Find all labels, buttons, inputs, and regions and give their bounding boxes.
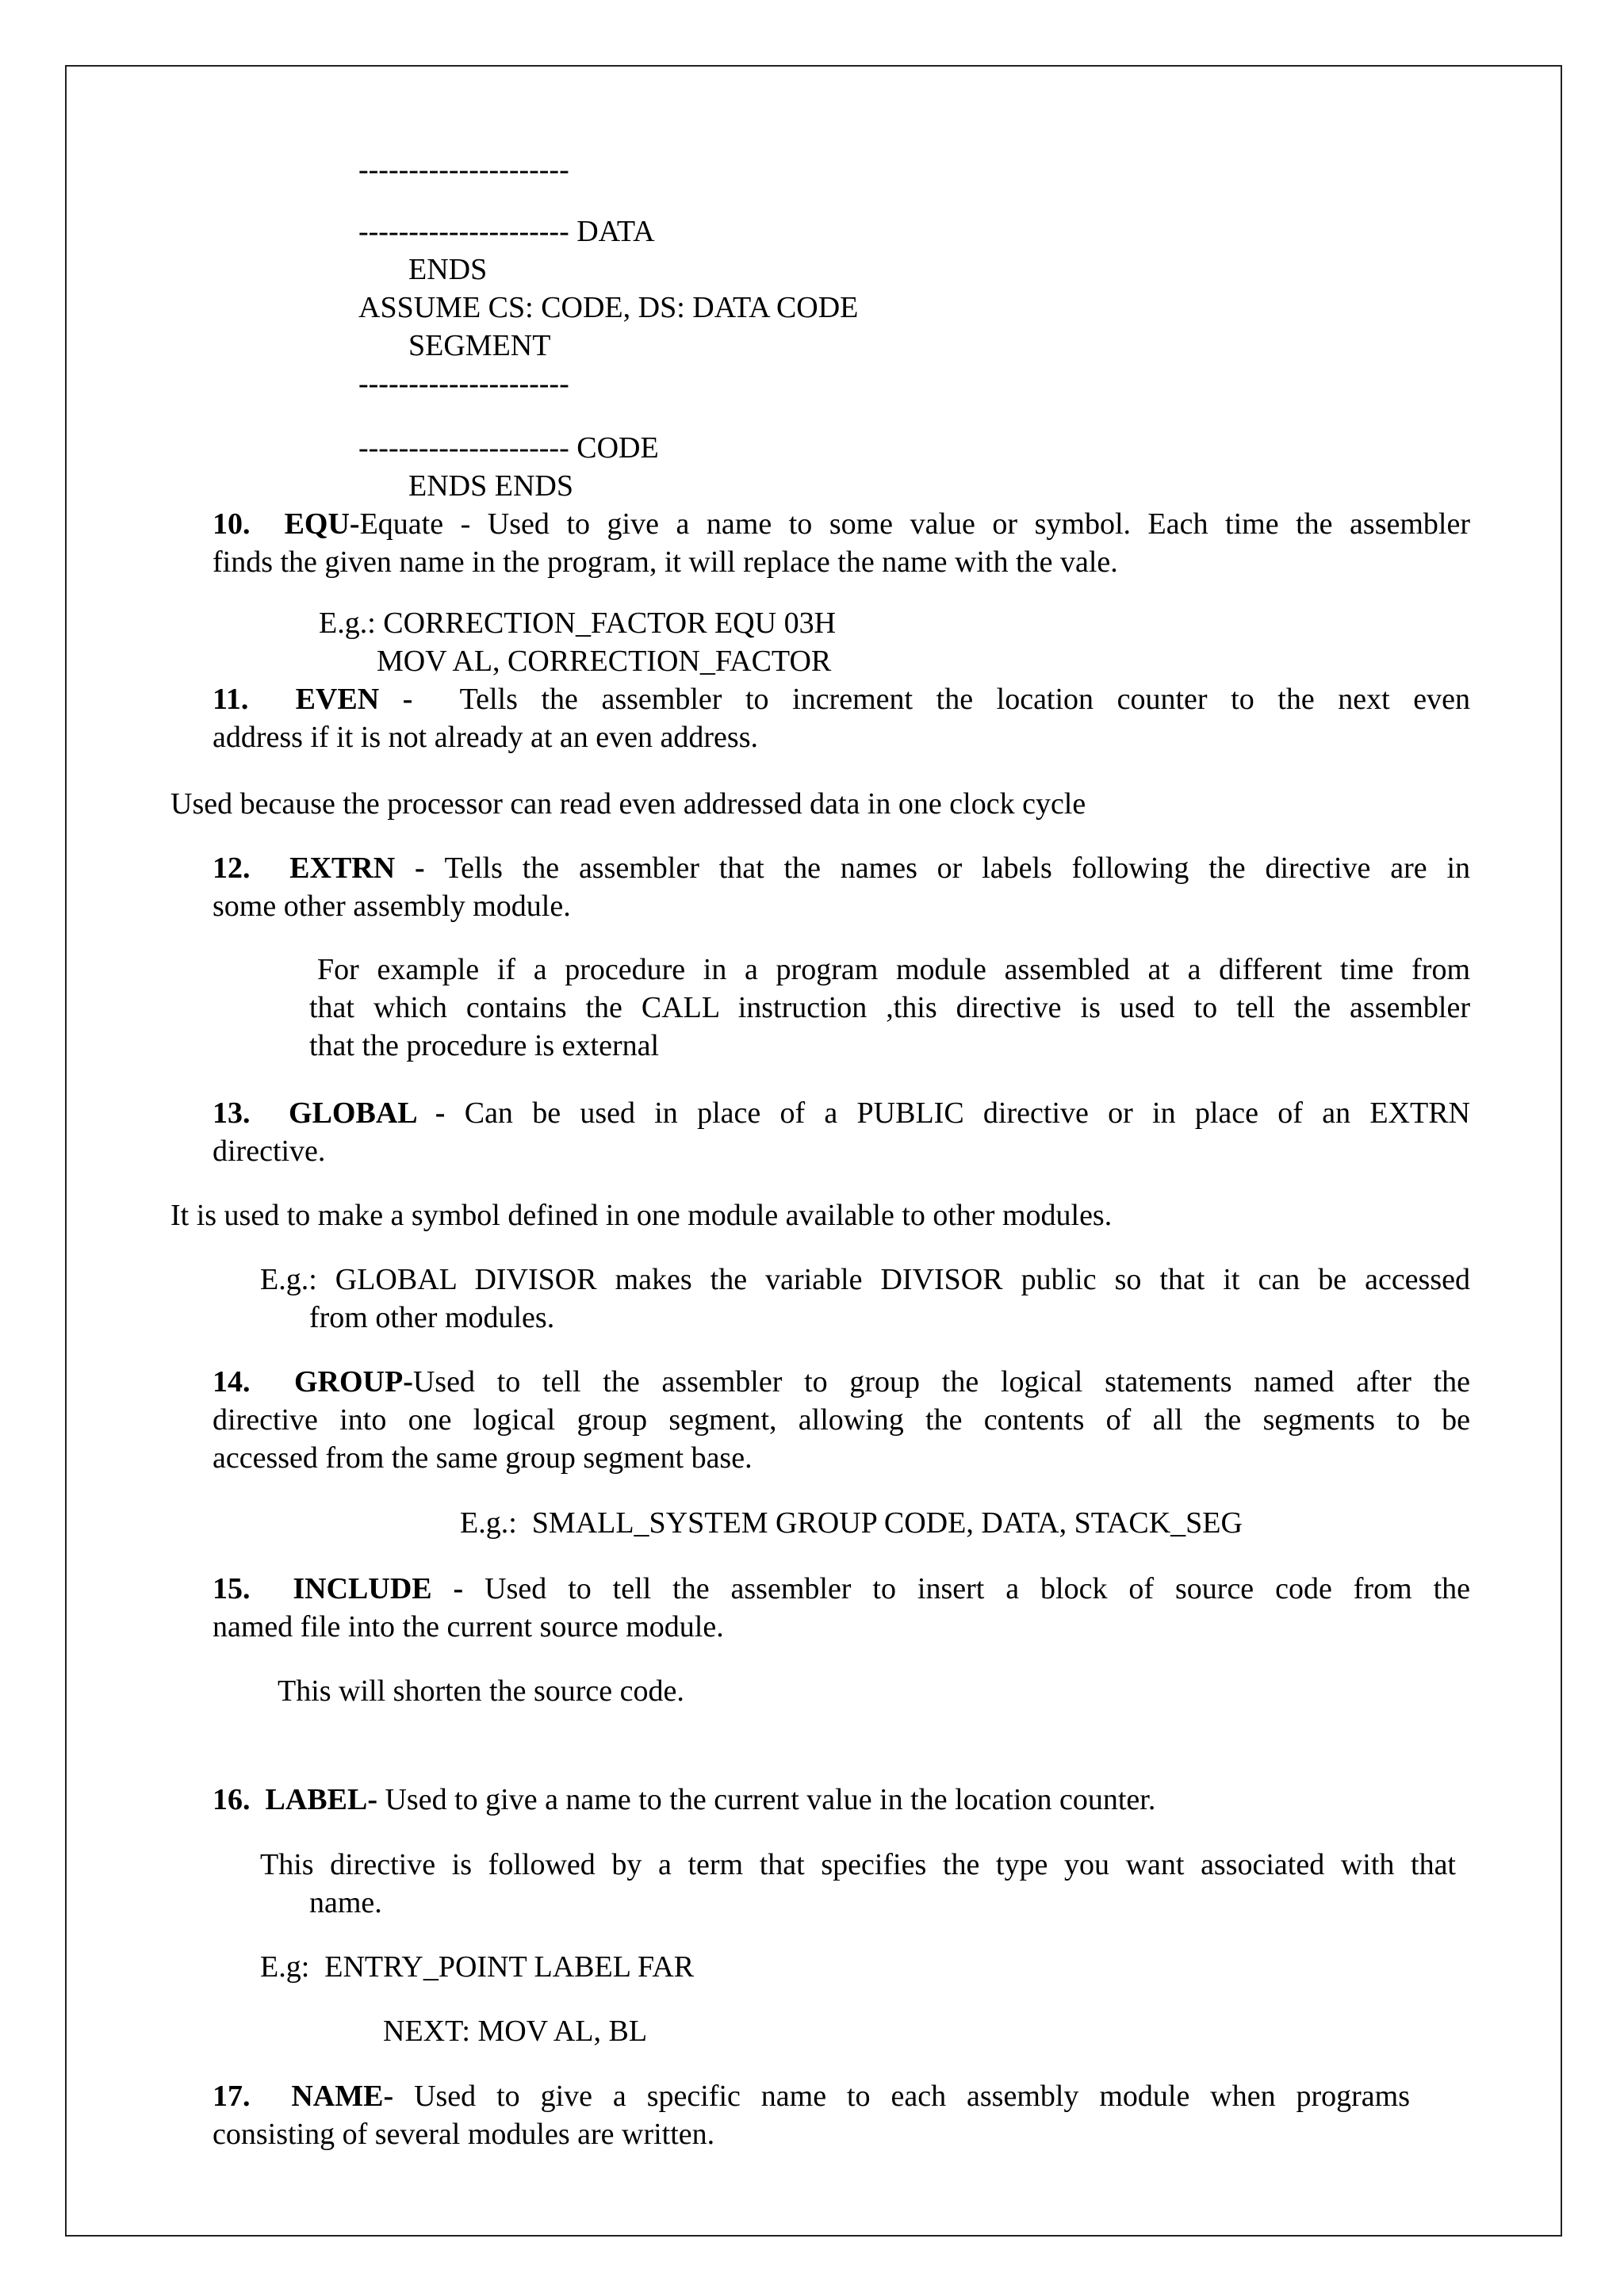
- item-even-note: Used because the processor can read even addressed data in one clock cycle: [170, 787, 1086, 821]
- code-line: ASSUME CS: CODE, DS: DATA CODE: [358, 291, 859, 324]
- item-group-line: accessed from the same group segment base.: [213, 1441, 753, 1475]
- item-extrn-heading: 12. EXTRN - Tells the assembler that the names or labels following the directive are in: [213, 851, 1471, 885]
- code-line: ENDS ENDS: [408, 469, 573, 503]
- item-include-note: This will shorten the source code.: [278, 1674, 684, 1708]
- code-line: ---------------------: [358, 367, 569, 400]
- item-global-heading: 13. GLOBAL - Can be used in place of a PUBLIC directive or in place of an EXTRN: [213, 1096, 1470, 1130]
- code-line: SEGMENT: [408, 329, 551, 362]
- code-line: ---------------------: [358, 153, 569, 186]
- item-label-note: name.: [309, 1886, 382, 1919]
- item-equ-example: MOV AL, CORRECTION_FACTOR: [377, 645, 832, 678]
- item-group-example: E.g.: SMALL_SYSTEM GROUP CODE, DATA, STACK_SEG: [460, 1506, 1243, 1540]
- item-name-heading: 17. NAME- Used to give a specific name to each assembly module when programs: [213, 2080, 1411, 2113]
- item-equ-example: E.g.: CORRECTION_FACTOR EQU 03H: [319, 607, 837, 640]
- code-line: ENDS: [408, 253, 488, 286]
- code-line: --------------------- CODE: [358, 431, 659, 465]
- item-equ-line: finds the given name in the program, it will replace the name with the vale.: [213, 545, 1118, 579]
- item-label-example: E.g: ENTRY_POINT LABEL FAR: [260, 1950, 695, 1984]
- item-global-example: E.g.: GLOBAL DIVISOR makes the variable DIVISOR public so that it can be accessed: [260, 1263, 1470, 1296]
- item-extrn-note: For example if a procedure in a program module assembled at a different time from: [317, 953, 1470, 986]
- item-global-note: It is used to make a symbol defined in one module available to other modules.: [170, 1199, 1113, 1232]
- item-global-example: from other modules.: [309, 1301, 555, 1334]
- item-even-heading: 11. EVEN - Tells the assembler to increment the location counter to the next even: [213, 683, 1471, 716]
- item-extrn-note: that which contains the CALL instruction ,this directive is used to tell the assembler: [309, 991, 1470, 1024]
- item-even-line: address if it is not already at an even address.: [213, 721, 758, 754]
- item-include-line: named file into the current source module.: [213, 1610, 724, 1644]
- item-extrn-line: some other assembly module.: [213, 890, 571, 923]
- item-label-note: This directive is followed by a term that specifies the type you want associated with that: [260, 1848, 1456, 1881]
- item-group-line: directive into one logical group segment, allowing the contents of all the segments to be: [213, 1403, 1470, 1437]
- item-global-line: directive.: [213, 1135, 326, 1168]
- item-label-heading: 16. LABEL- Used to give a name to the current value in the location counter.: [213, 1783, 1156, 1816]
- item-extrn-note: that the procedure is external: [309, 1029, 660, 1062]
- item-label-example: NEXT: MOV AL, BL: [383, 2015, 648, 2048]
- code-line: --------------------- DATA: [358, 215, 655, 248]
- item-group-heading: 14. GROUP-Used to tell the assembler to group the logical statements named after the: [213, 1365, 1471, 1399]
- item-name-line: consisting of several modules are written.: [213, 2118, 715, 2151]
- item-equ-heading: 10. EQU-Equate - Used to give a name to some value or symbol. Each time the assembler: [213, 507, 1471, 541]
- item-include-heading: 15. INCLUDE - Used to tell the assembler to insert a block of source code from the: [213, 1572, 1471, 1605]
